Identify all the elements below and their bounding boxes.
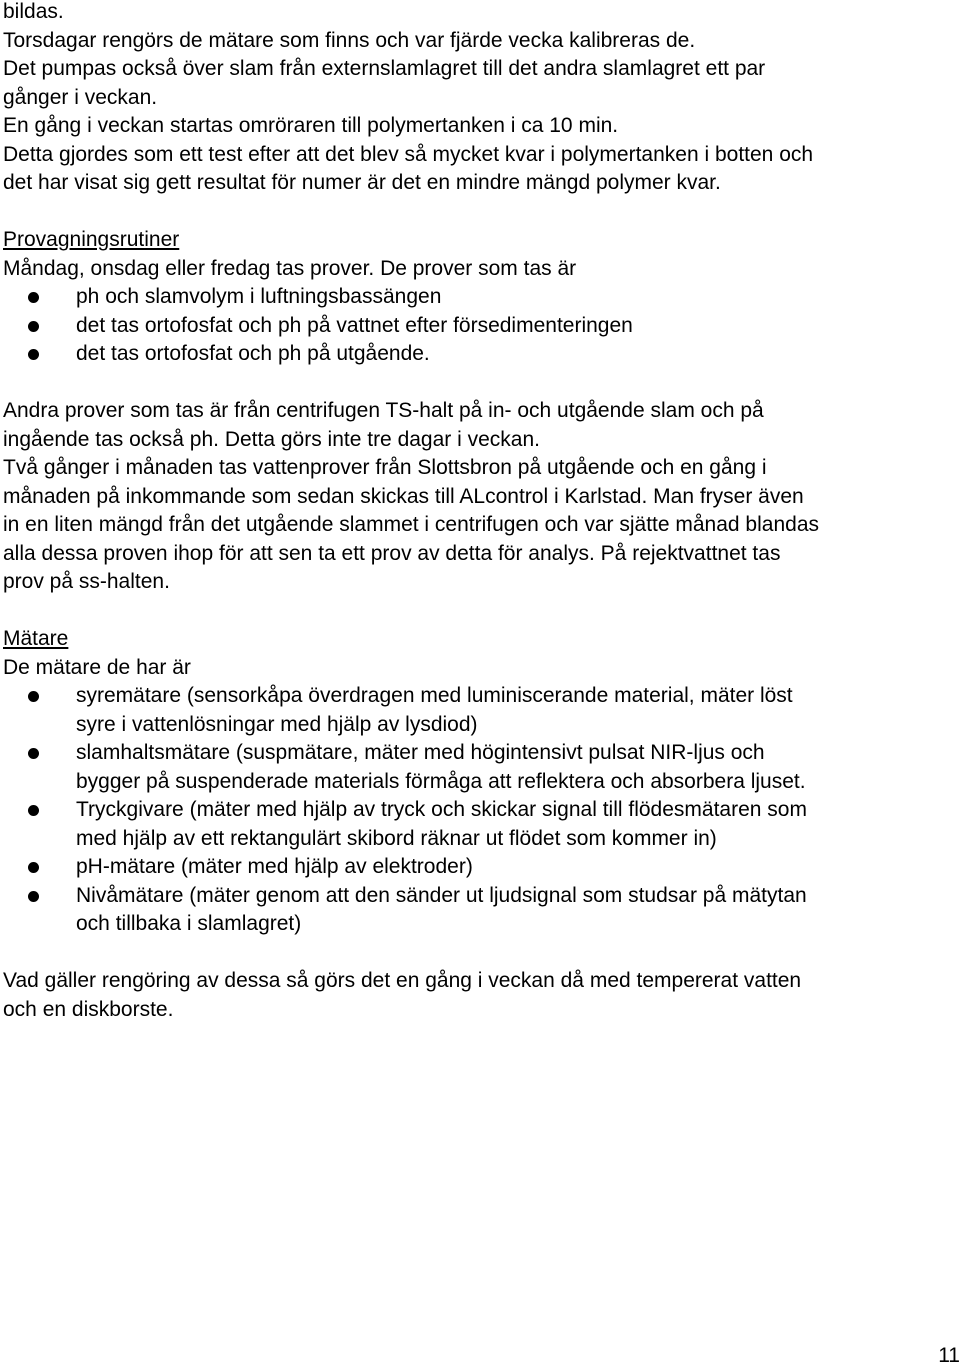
text-line: Vad gäller rengöring av dessa så görs det en gång i veckan då med tempererat vatten	[3, 969, 802, 992]
matare-section	[3, 625, 958, 1024]
list-item-text: Tryckgivare (mäter med hjälp av tryck och skickar signal till flödesmätaren som	[76, 798, 807, 821]
bullet-icon	[28, 691, 39, 702]
list-item-text: syre i vattenlösningar med hjälp av lysdiod)	[76, 712, 478, 736]
list-item-text: och tillbaka i slamlagret)	[76, 912, 302, 935]
text-line: Andra prover som tas är från centrifugen TS-halt på in- och utgående slam och på	[3, 399, 764, 422]
text-line: Det pumpas också över slam från externslamlagret till det andra slamlagret ett par	[3, 57, 766, 80]
list-item	[3, 739, 958, 796]
list-item	[3, 796, 958, 853]
bullet-icon	[28, 349, 39, 360]
bullet-icon	[28, 862, 39, 873]
list-item	[3, 283, 958, 312]
list-item-text: ph och slamvolym i luftningsbassängen	[76, 285, 442, 308]
bullet-icon	[28, 321, 39, 332]
text-line: in en liten mängd från det utgående slammet i centrifugen och var sjätte månad blandas	[3, 513, 819, 536]
paragraph-gap	[3, 939, 958, 968]
text-line: Torsdagar rengörs de mätare som finns och var fjärde vecka kalibreras de.	[3, 28, 696, 52]
text-line: De mätare de har är	[3, 655, 191, 679]
text-line: prov på ss-halten.	[3, 570, 170, 593]
list-item-text: Nivåmätare (mäter genom att den sänder ut ljudsignal som studsar på mätytan	[76, 883, 807, 907]
paragraph-gap	[3, 198, 958, 227]
list-item-text: bygger på suspenderade materials förmåga att reflektera och absorbera ljuset.	[76, 769, 806, 793]
list-item	[3, 882, 958, 939]
sample-list	[3, 283, 958, 369]
intro-paragraph	[3, 0, 958, 198]
bullet-icon	[28, 891, 39, 902]
text-line: ingående tas också ph. Detta görs inte tre dagar i veckan.	[3, 427, 540, 451]
text-line: och en diskborste.	[3, 997, 174, 1021]
text-line: Måndag, onsdag eller fredag tas prover. De prover som tas är	[3, 256, 577, 280]
section-heading-matare: Mätare	[3, 627, 69, 650]
provtagning-paragraph	[3, 397, 958, 597]
list-item	[3, 682, 958, 739]
document-page	[3, 0, 958, 1024]
list-item-text: syremätare (sensorkåpa överdragen med luminiscerande material, mäter löst	[76, 684, 793, 707]
page-number: 11	[938, 1344, 960, 1367]
meter-list	[3, 682, 958, 939]
paragraph-gap	[3, 597, 958, 626]
text-line: Detta gjordes som ett test efter att det blev så mycket kvar i polymertanken i botten och	[3, 142, 814, 166]
text-line: månaden på inkommande som sedan skickas till ALcontrol i Karlstad. Man fryser även	[3, 484, 804, 508]
list-item-text: pH-mätare (mäter med hjälp av elektroder)	[76, 855, 473, 878]
bullet-icon	[28, 292, 39, 303]
list-item	[3, 340, 958, 369]
text-line: En gång i veckan startas omröraren till polymertanken i ca 10 min.	[3, 114, 619, 137]
section-heading-provtagning: Provagningsrutiner	[3, 228, 180, 251]
bullet-icon	[28, 805, 39, 816]
list-item-text: slamhaltsmätare (suspmätare, mäter med högintensivt pulsat NIR-ljus och	[76, 741, 765, 764]
list-item-text: det tas ortofosfat och ph på vattnet efter försedimenteringen	[76, 313, 633, 337]
text-line: Två gånger i månaden tas vattenprover från Slottsbron på utgående och en gång i	[3, 456, 767, 479]
text-line: gånger i veckan.	[3, 85, 158, 109]
closing-paragraph	[3, 967, 958, 1024]
text-line: alla dessa proven ihop för att sen ta ett prov av detta för analys. På rejektvattnet tas	[3, 541, 781, 565]
text-line: bildas.	[3, 0, 64, 23]
list-item	[3, 312, 958, 341]
provtagning-section	[3, 226, 958, 597]
list-item	[3, 853, 958, 882]
bullet-icon	[28, 748, 39, 759]
paragraph-gap	[3, 369, 958, 398]
text-line: det har visat sig gett resultat för numer är det en mindre mängd polymer kvar.	[3, 171, 721, 194]
list-item-text: med hjälp av ett rektangulärt skibord räknar ut flödet som kommer in)	[76, 826, 717, 850]
list-item-text: det tas ortofosfat och ph på utgående.	[76, 342, 430, 365]
